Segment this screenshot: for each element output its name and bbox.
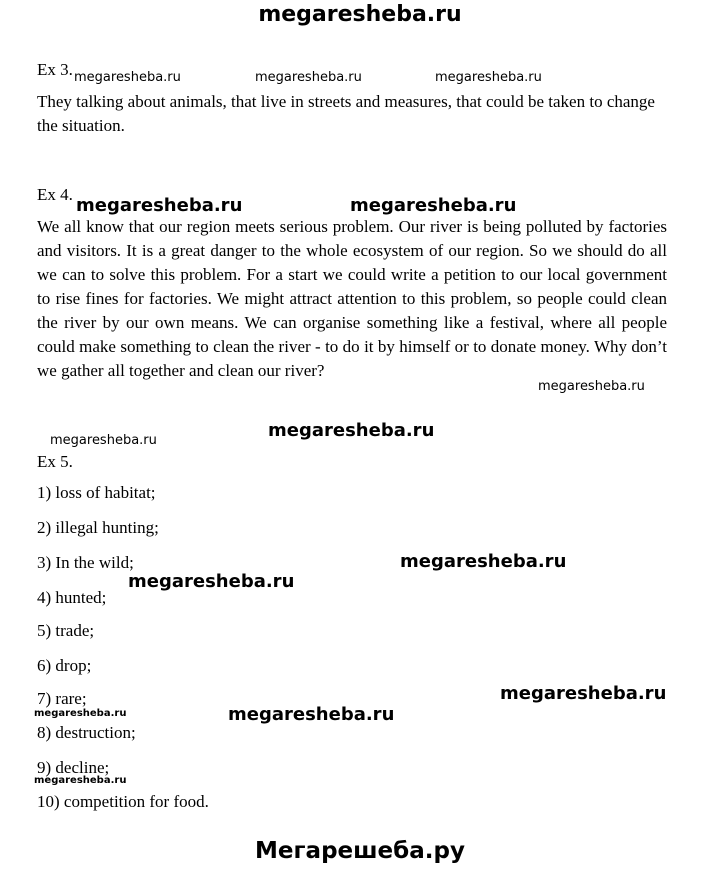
list-item: 7) rare; — [37, 689, 87, 708]
watermark: megaresheba.ru — [435, 70, 542, 85]
watermark: megaresheba.ru — [268, 420, 435, 441]
watermark: megaresheba.ru — [34, 708, 127, 719]
watermark: megaresheba.ru — [400, 551, 567, 572]
list-item: 4) hunted; — [37, 588, 107, 607]
watermark: megaresheba.ru — [74, 70, 181, 85]
list-item: 1) loss of habitat; — [37, 483, 156, 502]
ex3-label: Ex 3. — [37, 60, 73, 79]
ex3-text: They talking about animals, that live in streets and measures, that could be taken to change the situation. — [37, 92, 655, 135]
list-item: 10) competition for food. — [37, 792, 209, 811]
list-item: 2) illegal hunting; — [37, 518, 159, 537]
ex5-label: Ex 5. — [37, 452, 73, 471]
watermark: megaresheba.ru — [34, 775, 127, 786]
site-footer: Мегарешеба.ру — [255, 838, 465, 864]
list-item: 5) trade; — [37, 621, 95, 640]
watermark: megaresheba.ru — [500, 683, 667, 704]
list-item: 9) decline; — [37, 758, 110, 777]
watermark: megaresheba.ru — [350, 195, 517, 216]
watermark: megaresheba.ru — [128, 571, 295, 592]
watermark: megaresheba.ru — [228, 704, 395, 725]
list-item: 6) drop; — [37, 656, 92, 675]
site-header: megaresheba.ru — [258, 2, 462, 27]
ex4-text: We all know that our region meets serious problem. Our river is being polluted by factories and visitors. It is a great danger to the whole ecosystem of our region. So we should do all we can to solve this problem. For a start we could write a petition to our local government to rise fines for factories. We might attract attention to this problem, so people could clean the river by our own means. We can organise something like a festival, where all people could make something to clean the river - to do it by himself or to donate money. Why don’t we gather all together and clean our river? — [37, 217, 667, 380]
watermark: megaresheba.ru — [255, 70, 362, 85]
watermark: megaresheba.ru — [76, 195, 243, 216]
ex4-label: Ex 4. — [37, 185, 73, 204]
list-item: 3) In the wild; — [37, 553, 134, 572]
list-item: 8) destruction; — [37, 723, 136, 742]
watermark: megaresheba.ru — [538, 379, 645, 394]
watermark: megaresheba.ru — [50, 433, 157, 448]
